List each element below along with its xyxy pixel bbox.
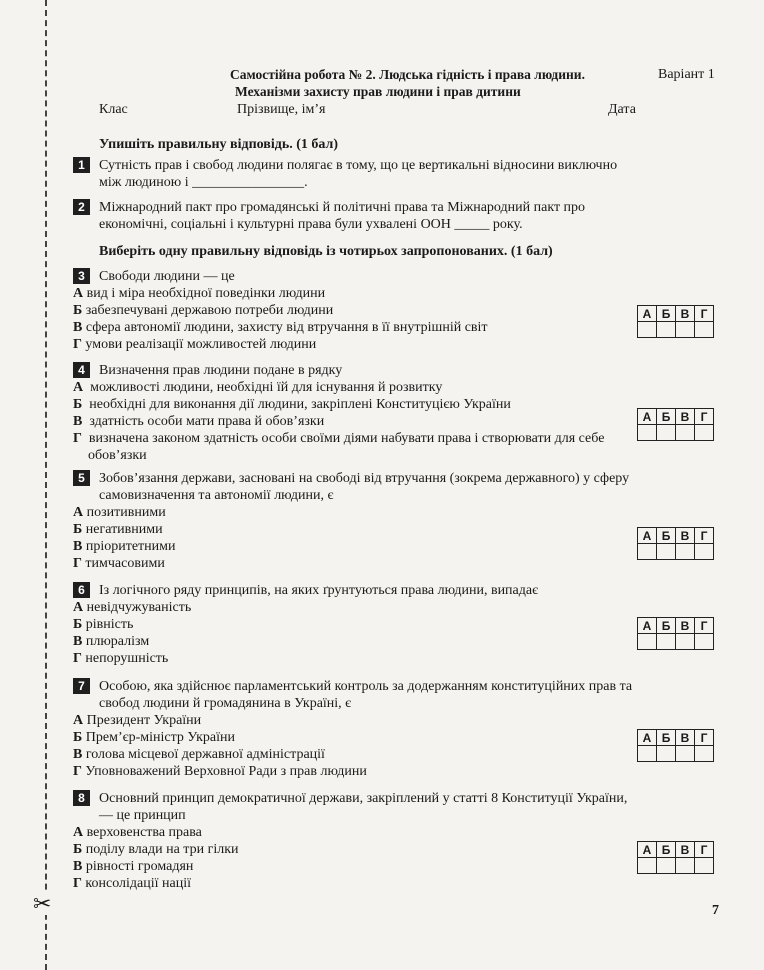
option-a: А можливості людини, необхідні їй для існування й розвитку (73, 380, 443, 395)
answer-grid-3[interactable]: А Б В Г (637, 305, 714, 338)
title-line-2: Механізми захисту прав людини і прав дитини (235, 84, 521, 99)
option-v: В сфера автономії людини, захисту від втручання в її внутрішній світ (73, 320, 488, 335)
question-text: Зобов’язання держави, засновані на свободі від втручання (зокрема державного) у сферу самовизначення та автономії людини, є (99, 471, 630, 503)
cut-line (45, 0, 47, 970)
question-6 (73, 582, 633, 667)
question-text: Визначення прав людини подане в рядку (99, 363, 343, 378)
option-b: Б негативними (73, 522, 163, 537)
question-number: 8 (73, 790, 90, 806)
option-v: В голова місцевої державної адміністрації (73, 747, 325, 762)
page-number: 7 (712, 903, 719, 918)
question-8 (73, 790, 633, 892)
question-text: Основний принцип демократичної держави, закріплений у статті 8 Конституції України, — це принцип (99, 791, 628, 823)
option-v: В плюралізм (73, 634, 150, 649)
date-field-label: Дата (608, 102, 636, 117)
question-text: Сутність прав і свобод людини полягає в тому, що це вертикальні відносини виключно між людиною і ________________. (99, 158, 618, 190)
question-number: 7 (73, 678, 90, 694)
answer-grid-4[interactable]: А Б В Г (637, 408, 714, 441)
question-number: 4 (73, 362, 90, 378)
option-h: Г непорушність (73, 651, 169, 666)
option-v: В здатність особи мати права й обов’язки (73, 414, 325, 429)
question-text: Свободи людини — це (99, 269, 235, 284)
title-line-1: Самостійна робота № 2. Людська гідність і права людини. (230, 67, 585, 82)
question-4 (73, 362, 633, 464)
scissors-icon: ✂ (33, 891, 52, 916)
question-number: 3 (73, 268, 90, 284)
section-instruction-choice: Виберіть одну правильну відповідь із чотирьох запропонованих. (1 бал) (99, 244, 553, 259)
class-field-label: Клас (99, 102, 128, 117)
question-number: 1 (73, 157, 90, 173)
question-text: Із логічного ряду принципів, на яких ґрунтуються права людини, випадає (99, 583, 539, 598)
name-field-label: Прізвище, ім’я (237, 102, 326, 117)
option-h: Г консолідації нації (73, 876, 191, 891)
option-h: Г тимчасовими (73, 556, 165, 571)
option-h: Г визначена законом здатність особи своїми діями набувати права і створювати для себе обов’язки (73, 431, 605, 463)
question-5 (73, 470, 633, 572)
question-1 (73, 157, 633, 191)
question-number: 6 (73, 582, 90, 598)
option-a: А Президент України (73, 713, 202, 728)
option-a: А верховенства права (73, 825, 202, 840)
option-b: Б поділу влади на три гілки (73, 842, 239, 857)
question-3 (73, 268, 633, 353)
answer-grid-7[interactable]: А Б В Г (637, 729, 714, 762)
option-a: А вид і міра необхідної поведінки людини (73, 286, 326, 301)
option-a: А позитивними (73, 505, 166, 520)
answer-grid-6[interactable]: А Б В Г (637, 617, 714, 650)
option-v: В рівності громадян (73, 859, 194, 874)
variant-label: Варіант 1 (658, 67, 715, 82)
option-h: Г умови реалізації можливостей людини (73, 337, 317, 352)
option-b: Б Прем’єр-міністр України (73, 730, 235, 745)
section-instruction-open: Упишіть правильну відповідь. (1 бал) (99, 137, 339, 152)
option-a: А невідчужуваність (73, 600, 192, 615)
answer-grid-5[interactable]: А Б В Г (637, 527, 714, 560)
option-v: В пріоритетними (73, 539, 176, 554)
answer-grid-8[interactable]: А Б В Г (637, 841, 714, 874)
question-7 (73, 678, 633, 780)
option-h: Г Уповноважений Верховної Ради з прав людини (73, 764, 367, 779)
question-2 (73, 199, 633, 233)
question-text: Особою, яка здійснює парламентський контроль за додержанням конституційних прав та свобод людини й громадянина в Україні, є (99, 679, 633, 711)
question-number: 2 (73, 199, 90, 215)
option-b: Б забезпечувані державою потреби людини (73, 303, 334, 318)
option-b: Б рівність (73, 617, 134, 632)
option-b: Б необхідні для виконання дії людини, закріплені Конституцією України (73, 397, 511, 412)
question-number: 5 (73, 470, 90, 486)
question-text: Міжнародний пакт про громадянські й політичні права та Міжнародний пакт про економічні, соціальні і культурні права були ухвалені ООН _____ року. (99, 200, 586, 232)
